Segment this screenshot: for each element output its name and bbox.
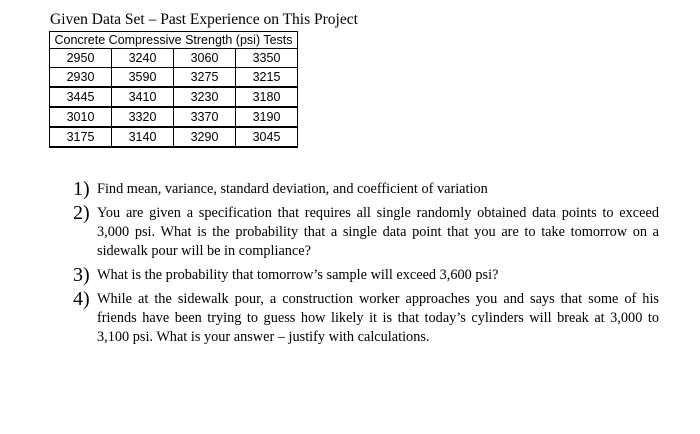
table-header: Concrete Compressive Strength (psi) Tests	[50, 32, 298, 49]
table-cell: 3175	[50, 127, 112, 147]
table-cell: 3180	[236, 87, 298, 107]
question-text: What is the probability that tomorrow’s sample will exceed 3,600 psi?	[97, 267, 499, 283]
page-title: Given Data Set – Past Experience on This Project	[50, 11, 358, 28]
table-cell: 3290	[174, 127, 236, 147]
table-cell: 3045	[236, 127, 298, 147]
table-cell: 3275	[174, 68, 236, 88]
question-item	[73, 266, 659, 285]
question-text: While at the sidewalk pour, a construction worker approaches you and says that some of his friends have been trying to guess how likely it is that today’s cylinders will break at 3,000 to 3,100 psi. What is your answer – justify with calculations.	[97, 291, 659, 345]
table-cell: 2950	[50, 49, 112, 68]
question-item	[73, 180, 659, 199]
table-cell: 3140	[112, 127, 174, 147]
question-number: 3)	[73, 264, 90, 286]
table-cell: 3230	[174, 87, 236, 107]
table-cell: 3190	[236, 107, 298, 127]
table-row	[50, 68, 298, 88]
table-cell: 2930	[50, 68, 112, 88]
question-item	[73, 204, 659, 261]
table-cell: 3410	[112, 87, 174, 107]
table-row	[50, 49, 298, 68]
table-cell: 3370	[174, 107, 236, 127]
table-cell: 3320	[112, 107, 174, 127]
table-cell: 3060	[174, 49, 236, 68]
question-number: 1)	[73, 178, 90, 200]
table-cell: 3445	[50, 87, 112, 107]
question-text: You are given a specification that requires all single randomly obtained data points to exceed 3,000 psi. What is the probability that a single data point that you are to take tomorrow on a sidewalk pour will be in compliance?	[97, 205, 659, 259]
table-row	[50, 107, 298, 127]
question-text: Find mean, variance, standard deviation, and coefficient of variation	[97, 181, 488, 197]
question-list	[73, 180, 659, 352]
strength-data-table	[49, 31, 298, 148]
table-row	[50, 87, 298, 107]
table-cell: 3240	[112, 49, 174, 68]
table-cell: 3215	[236, 68, 298, 88]
table-cell: 3010	[50, 107, 112, 127]
table-row	[50, 127, 298, 147]
question-number: 2)	[73, 202, 90, 224]
question-item	[73, 290, 659, 347]
question-number: 4)	[73, 288, 90, 310]
table-cell: 3350	[236, 49, 298, 68]
table-cell: 3590	[112, 68, 174, 88]
